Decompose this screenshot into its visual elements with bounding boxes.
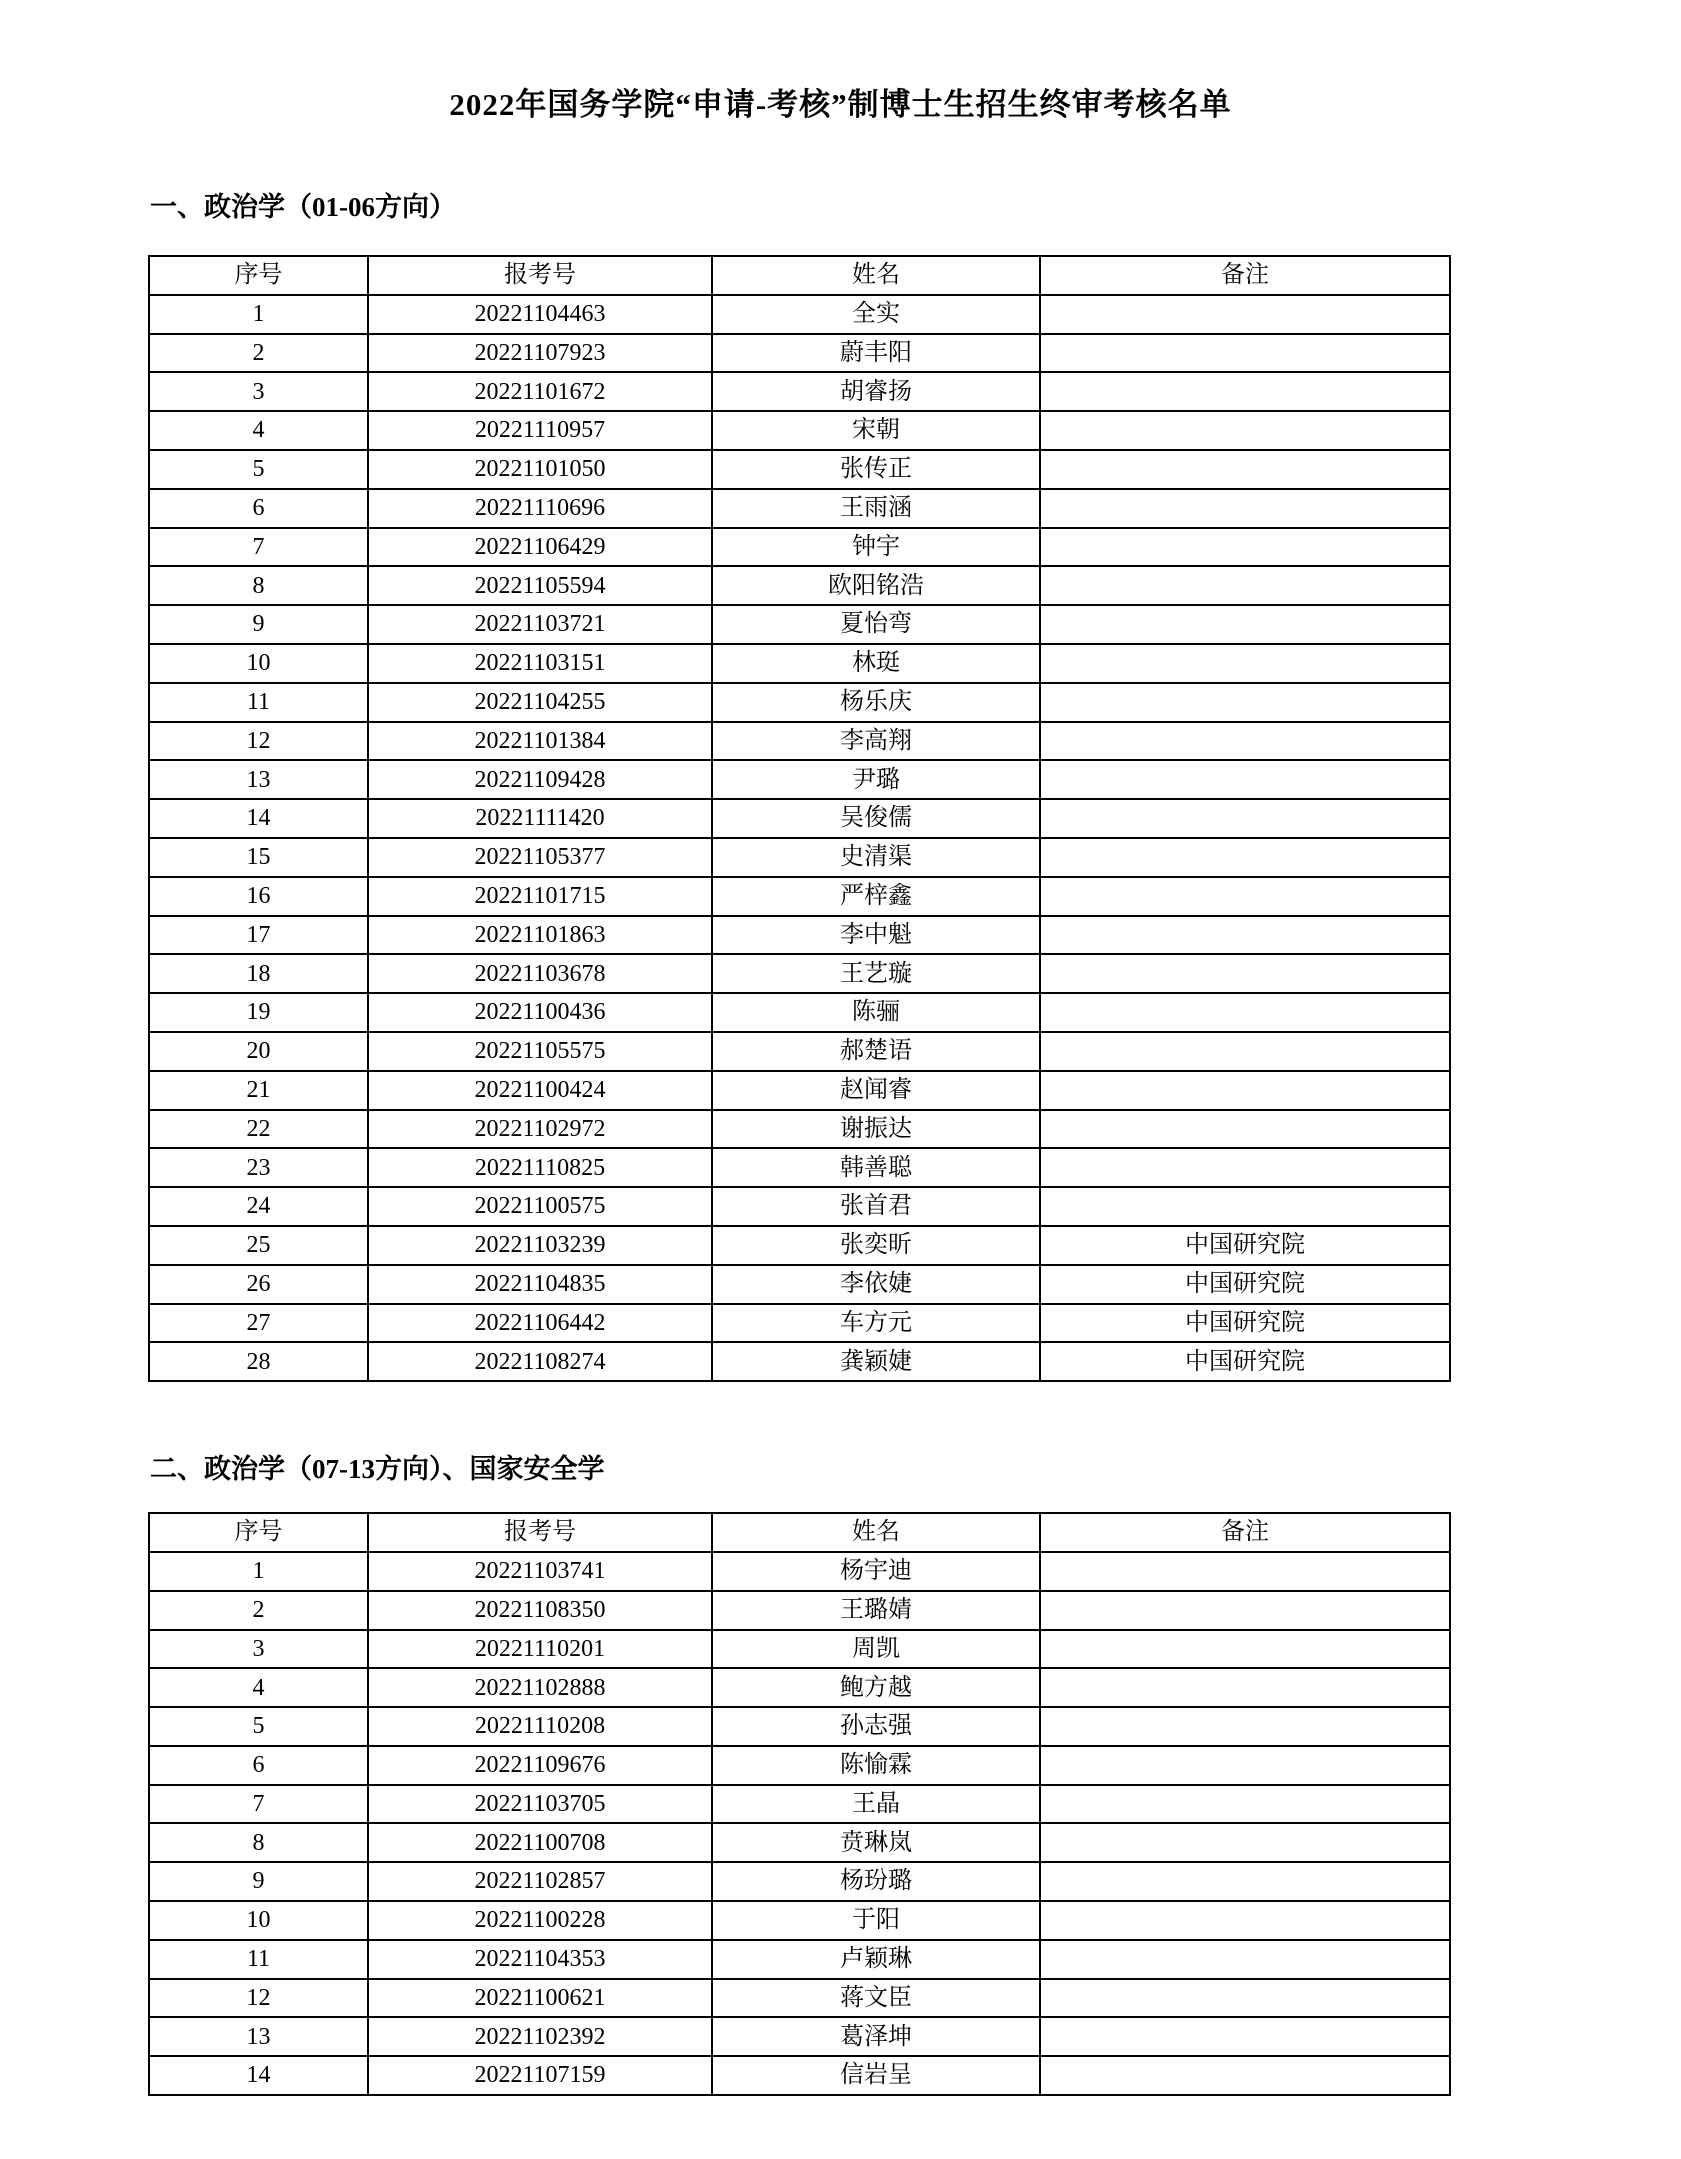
remark-cell — [1040, 295, 1450, 334]
application-number-cell: 20221104463 — [368, 295, 712, 334]
remark-cell — [1040, 1668, 1450, 1707]
remark-cell — [1040, 1746, 1450, 1785]
serial-number-cell: 16 — [149, 877, 368, 916]
table-row — [149, 1187, 1450, 1226]
remark-cell — [1040, 954, 1450, 993]
name-cell: 贲琳岚 — [712, 1823, 1040, 1862]
name-cell: 杨乐庆 — [712, 683, 1040, 722]
application-number-cell: 20221106442 — [368, 1304, 712, 1343]
name-cell: 陈愉霖 — [712, 1746, 1040, 1785]
serial-number-cell: 11 — [149, 683, 368, 722]
serial-number-cell: 22 — [149, 1110, 368, 1149]
application-number-cell: 20221102972 — [368, 1110, 712, 1149]
serial-number-cell: 12 — [149, 722, 368, 761]
remark-cell — [1040, 450, 1450, 489]
application-number-cell: 20221110696 — [368, 489, 712, 528]
application-number-cell: 20221111420 — [368, 799, 712, 838]
table-row — [149, 1630, 1450, 1669]
section-heading-politics-01-06: 一、政治学（01-06方向） — [150, 192, 456, 222]
table-header-row — [149, 1513, 1450, 1552]
name-cell: 杨玢璐 — [712, 1862, 1040, 1901]
name-cell: 李高翔 — [712, 722, 1040, 761]
remark-cell — [1040, 916, 1450, 955]
table-row — [149, 1148, 1450, 1187]
name-cell: 吴俊儒 — [712, 799, 1040, 838]
remark-cell — [1040, 334, 1450, 373]
serial-number-cell: 1 — [149, 295, 368, 334]
serial-number-cell: 14 — [149, 799, 368, 838]
name-cell: 孙志强 — [712, 1707, 1040, 1746]
serial-number-cell: 24 — [149, 1187, 368, 1226]
serial-number-cell: 13 — [149, 2017, 368, 2056]
name-cell: 鲍方越 — [712, 1668, 1040, 1707]
table-row — [149, 295, 1450, 334]
remark-cell — [1040, 683, 1450, 722]
remark-cell — [1040, 1552, 1450, 1591]
serial-number-cell: 6 — [149, 489, 368, 528]
application-number-cell: 20221103705 — [368, 1785, 712, 1824]
table-row — [149, 799, 1450, 838]
name-cell: 钟宇 — [712, 528, 1040, 567]
name-cell: 夏怡弯 — [712, 605, 1040, 644]
application-number-cell: 20221102857 — [368, 1862, 712, 1901]
serial-number-cell: 11 — [149, 1940, 368, 1979]
serial-number-cell: 4 — [149, 411, 368, 450]
serial-number-cell: 26 — [149, 1265, 368, 1304]
serial-number-cell: 1 — [149, 1552, 368, 1591]
application-number-cell: 20221108350 — [368, 1591, 712, 1630]
table-row — [149, 1785, 1450, 1824]
application-number-cell: 20221100424 — [368, 1071, 712, 1110]
column-header: 报考号 — [368, 1513, 712, 1552]
serial-number-cell: 9 — [149, 605, 368, 644]
application-number-cell: 20221100436 — [368, 993, 712, 1032]
serial-number-cell: 8 — [149, 1823, 368, 1862]
serial-number-cell: 8 — [149, 566, 368, 605]
name-cell: 尹璐 — [712, 760, 1040, 799]
remark-cell — [1040, 489, 1450, 528]
table-row — [149, 489, 1450, 528]
table-row — [149, 1032, 1450, 1071]
application-number-cell: 20221110957 — [368, 411, 712, 450]
name-cell: 葛泽坤 — [712, 2017, 1040, 2056]
name-cell: 林珽 — [712, 644, 1040, 683]
remark-cell — [1040, 1707, 1450, 1746]
name-cell: 周凯 — [712, 1630, 1040, 1669]
application-number-cell: 20221107923 — [368, 334, 712, 373]
serial-number-cell: 12 — [149, 1979, 368, 2018]
table-row — [149, 993, 1450, 1032]
remark-cell — [1040, 1940, 1450, 1979]
name-cell: 杨宇迪 — [712, 1552, 1040, 1591]
table-row — [149, 1668, 1450, 1707]
name-cell: 赵闻睿 — [712, 1071, 1040, 1110]
application-number-cell: 20221106429 — [368, 528, 712, 567]
column-header: 备注 — [1040, 256, 1450, 295]
name-cell: 张奕昕 — [712, 1226, 1040, 1265]
name-cell: 李依婕 — [712, 1265, 1040, 1304]
section-heading-politics-07-13-national-security: 二、政治学（07-13方向）、国家安全学 — [150, 1454, 605, 1485]
application-number-cell: 20221103741 — [368, 1552, 712, 1591]
serial-number-cell: 18 — [149, 954, 368, 993]
serial-number-cell: 5 — [149, 450, 368, 489]
table-row — [149, 1591, 1450, 1630]
remark-cell — [1040, 1785, 1450, 1824]
remark-cell — [1040, 993, 1450, 1032]
name-cell: 陈骊 — [712, 993, 1040, 1032]
name-cell: 车方元 — [712, 1304, 1040, 1343]
remark-cell — [1040, 1862, 1450, 1901]
remark-cell — [1040, 1979, 1450, 2018]
table-row — [149, 1265, 1450, 1304]
table-row — [149, 1823, 1450, 1862]
application-number-cell: 20221103721 — [368, 605, 712, 644]
table-row — [149, 877, 1450, 916]
application-number-cell: 20221110825 — [368, 1148, 712, 1187]
application-number-cell: 20221101384 — [368, 722, 712, 761]
application-number-cell: 20221109676 — [368, 1746, 712, 1785]
application-number-cell: 20221100575 — [368, 1187, 712, 1226]
name-cell: 卢颖琳 — [712, 1940, 1040, 1979]
application-number-cell: 20221101715 — [368, 877, 712, 916]
table-row — [149, 2056, 1450, 2095]
application-number-cell: 20221103151 — [368, 644, 712, 683]
application-number-cell: 20221100708 — [368, 1823, 712, 1862]
serial-number-cell: 10 — [149, 644, 368, 683]
serial-number-cell: 25 — [149, 1226, 368, 1265]
name-cell: 王璐婧 — [712, 1591, 1040, 1630]
application-number-cell: 20221100621 — [368, 1979, 712, 2018]
serial-number-cell: 5 — [149, 1707, 368, 1746]
remark-cell — [1040, 566, 1450, 605]
application-number-cell: 20221110201 — [368, 1630, 712, 1669]
application-number-cell: 20221101863 — [368, 916, 712, 955]
table-header-row — [149, 256, 1450, 295]
application-number-cell: 20221101672 — [368, 372, 712, 411]
table-row — [149, 722, 1450, 761]
table-row — [149, 760, 1450, 799]
remark-cell — [1040, 1187, 1450, 1226]
remark-cell — [1040, 1823, 1450, 1862]
table-row — [149, 1304, 1450, 1343]
remark-cell: 中国研究院 — [1040, 1265, 1450, 1304]
remark-cell — [1040, 760, 1450, 799]
remark-cell — [1040, 1071, 1450, 1110]
application-number-cell: 20221102392 — [368, 2017, 712, 2056]
table-row — [149, 1901, 1450, 1940]
remark-cell — [1040, 372, 1450, 411]
remark-cell — [1040, 411, 1450, 450]
name-cell: 史清渠 — [712, 838, 1040, 877]
application-number-cell: 20221105594 — [368, 566, 712, 605]
remark-cell: 中国研究院 — [1040, 1304, 1450, 1343]
name-cell: 全实 — [712, 295, 1040, 334]
column-header: 序号 — [149, 256, 368, 295]
name-cell: 李中魁 — [712, 916, 1040, 955]
table-row — [149, 683, 1450, 722]
name-cell: 王艺璇 — [712, 954, 1040, 993]
serial-number-cell: 7 — [149, 528, 368, 567]
serial-number-cell: 27 — [149, 1304, 368, 1343]
application-number-cell: 20221104353 — [368, 1940, 712, 1979]
remark-cell — [1040, 799, 1450, 838]
remark-cell — [1040, 1110, 1450, 1149]
name-cell: 信岩呈 — [712, 2056, 1040, 2095]
table-row — [149, 1342, 1450, 1381]
table-row — [149, 1940, 1450, 1979]
column-header: 报考号 — [368, 256, 712, 295]
table-row — [149, 1862, 1450, 1901]
table-row — [149, 1746, 1450, 1785]
application-number-cell: 20221110208 — [368, 1707, 712, 1746]
table-row — [149, 1071, 1450, 1110]
name-cell: 蒋文臣 — [712, 1979, 1040, 2018]
serial-number-cell: 3 — [149, 372, 368, 411]
remark-cell: 中国研究院 — [1040, 1342, 1450, 1381]
serial-number-cell: 6 — [149, 1746, 368, 1785]
remark-cell — [1040, 644, 1450, 683]
name-cell: 张传正 — [712, 450, 1040, 489]
table-row — [149, 1226, 1450, 1265]
application-number-cell: 20221103239 — [368, 1226, 712, 1265]
name-cell: 王雨涵 — [712, 489, 1040, 528]
name-cell: 谢振达 — [712, 1110, 1040, 1149]
table-row — [149, 528, 1450, 567]
serial-number-cell: 23 — [149, 1148, 368, 1187]
table-row — [149, 1552, 1450, 1591]
remark-cell — [1040, 722, 1450, 761]
remark-cell — [1040, 2017, 1450, 2056]
serial-number-cell: 13 — [149, 760, 368, 799]
table-row — [149, 2017, 1450, 2056]
table-row — [149, 334, 1450, 373]
serial-number-cell: 9 — [149, 1862, 368, 1901]
remark-cell — [1040, 1901, 1450, 1940]
table-row — [149, 1979, 1450, 2018]
table-row — [149, 605, 1450, 644]
serial-number-cell: 2 — [149, 1591, 368, 1630]
column-header: 姓名 — [712, 1513, 1040, 1552]
remark-cell — [1040, 1591, 1450, 1630]
application-number-cell: 20221104255 — [368, 683, 712, 722]
serial-number-cell: 14 — [149, 2056, 368, 2095]
table-row — [149, 916, 1450, 955]
name-cell: 于阳 — [712, 1901, 1040, 1940]
remark-cell — [1040, 838, 1450, 877]
serial-number-cell: 10 — [149, 1901, 368, 1940]
name-cell: 王晶 — [712, 1785, 1040, 1824]
name-cell: 张首君 — [712, 1187, 1040, 1226]
application-number-cell: 20221100228 — [368, 1901, 712, 1940]
table-row — [149, 954, 1450, 993]
remark-cell — [1040, 1032, 1450, 1071]
name-cell: 宋朝 — [712, 411, 1040, 450]
column-header: 备注 — [1040, 1513, 1450, 1552]
serial-number-cell: 4 — [149, 1668, 368, 1707]
column-header: 序号 — [149, 1513, 368, 1552]
application-number-cell: 20221104835 — [368, 1265, 712, 1304]
application-number-cell: 20221105575 — [368, 1032, 712, 1071]
remark-cell — [1040, 2056, 1450, 2095]
serial-number-cell: 15 — [149, 838, 368, 877]
name-cell: 欧阳铭浩 — [712, 566, 1040, 605]
page-title: 2022年国务学院“申请-考核”制博士生招生终审考核名单 — [449, 87, 1232, 122]
table-row — [149, 450, 1450, 489]
name-cell: 龚颖婕 — [712, 1342, 1040, 1381]
roster-table-politics-01-06 — [148, 255, 1451, 1382]
name-cell: 严梓鑫 — [712, 877, 1040, 916]
application-number-cell: 20221103678 — [368, 954, 712, 993]
application-number-cell: 20221102888 — [368, 1668, 712, 1707]
serial-number-cell: 2 — [149, 334, 368, 373]
name-cell: 蔚丰阳 — [712, 334, 1040, 373]
remark-cell — [1040, 1630, 1450, 1669]
name-cell: 韩善聪 — [712, 1148, 1040, 1187]
table-row — [149, 1707, 1450, 1746]
serial-number-cell: 7 — [149, 1785, 368, 1824]
table-row — [149, 372, 1450, 411]
application-number-cell: 20221109428 — [368, 760, 712, 799]
application-number-cell: 20221101050 — [368, 450, 712, 489]
name-cell: 胡睿扬 — [712, 372, 1040, 411]
remark-cell — [1040, 528, 1450, 567]
application-number-cell: 20221107159 — [368, 2056, 712, 2095]
serial-number-cell: 21 — [149, 1071, 368, 1110]
remark-cell — [1040, 605, 1450, 644]
column-header: 姓名 — [712, 256, 1040, 295]
serial-number-cell: 19 — [149, 993, 368, 1032]
table-row — [149, 1110, 1450, 1149]
serial-number-cell: 3 — [149, 1630, 368, 1669]
serial-number-cell: 20 — [149, 1032, 368, 1071]
remark-cell — [1040, 877, 1450, 916]
table-row — [149, 411, 1450, 450]
table-row — [149, 838, 1450, 877]
serial-number-cell: 28 — [149, 1342, 368, 1381]
table-row — [149, 566, 1450, 605]
roster-table-politics-07-13-national-security — [148, 1512, 1451, 2096]
application-number-cell: 20221108274 — [368, 1342, 712, 1381]
name-cell: 郝楚语 — [712, 1032, 1040, 1071]
table-row — [149, 644, 1450, 683]
remark-cell — [1040, 1148, 1450, 1187]
serial-number-cell: 17 — [149, 916, 368, 955]
application-number-cell: 20221105377 — [368, 838, 712, 877]
remark-cell: 中国研究院 — [1040, 1226, 1450, 1265]
